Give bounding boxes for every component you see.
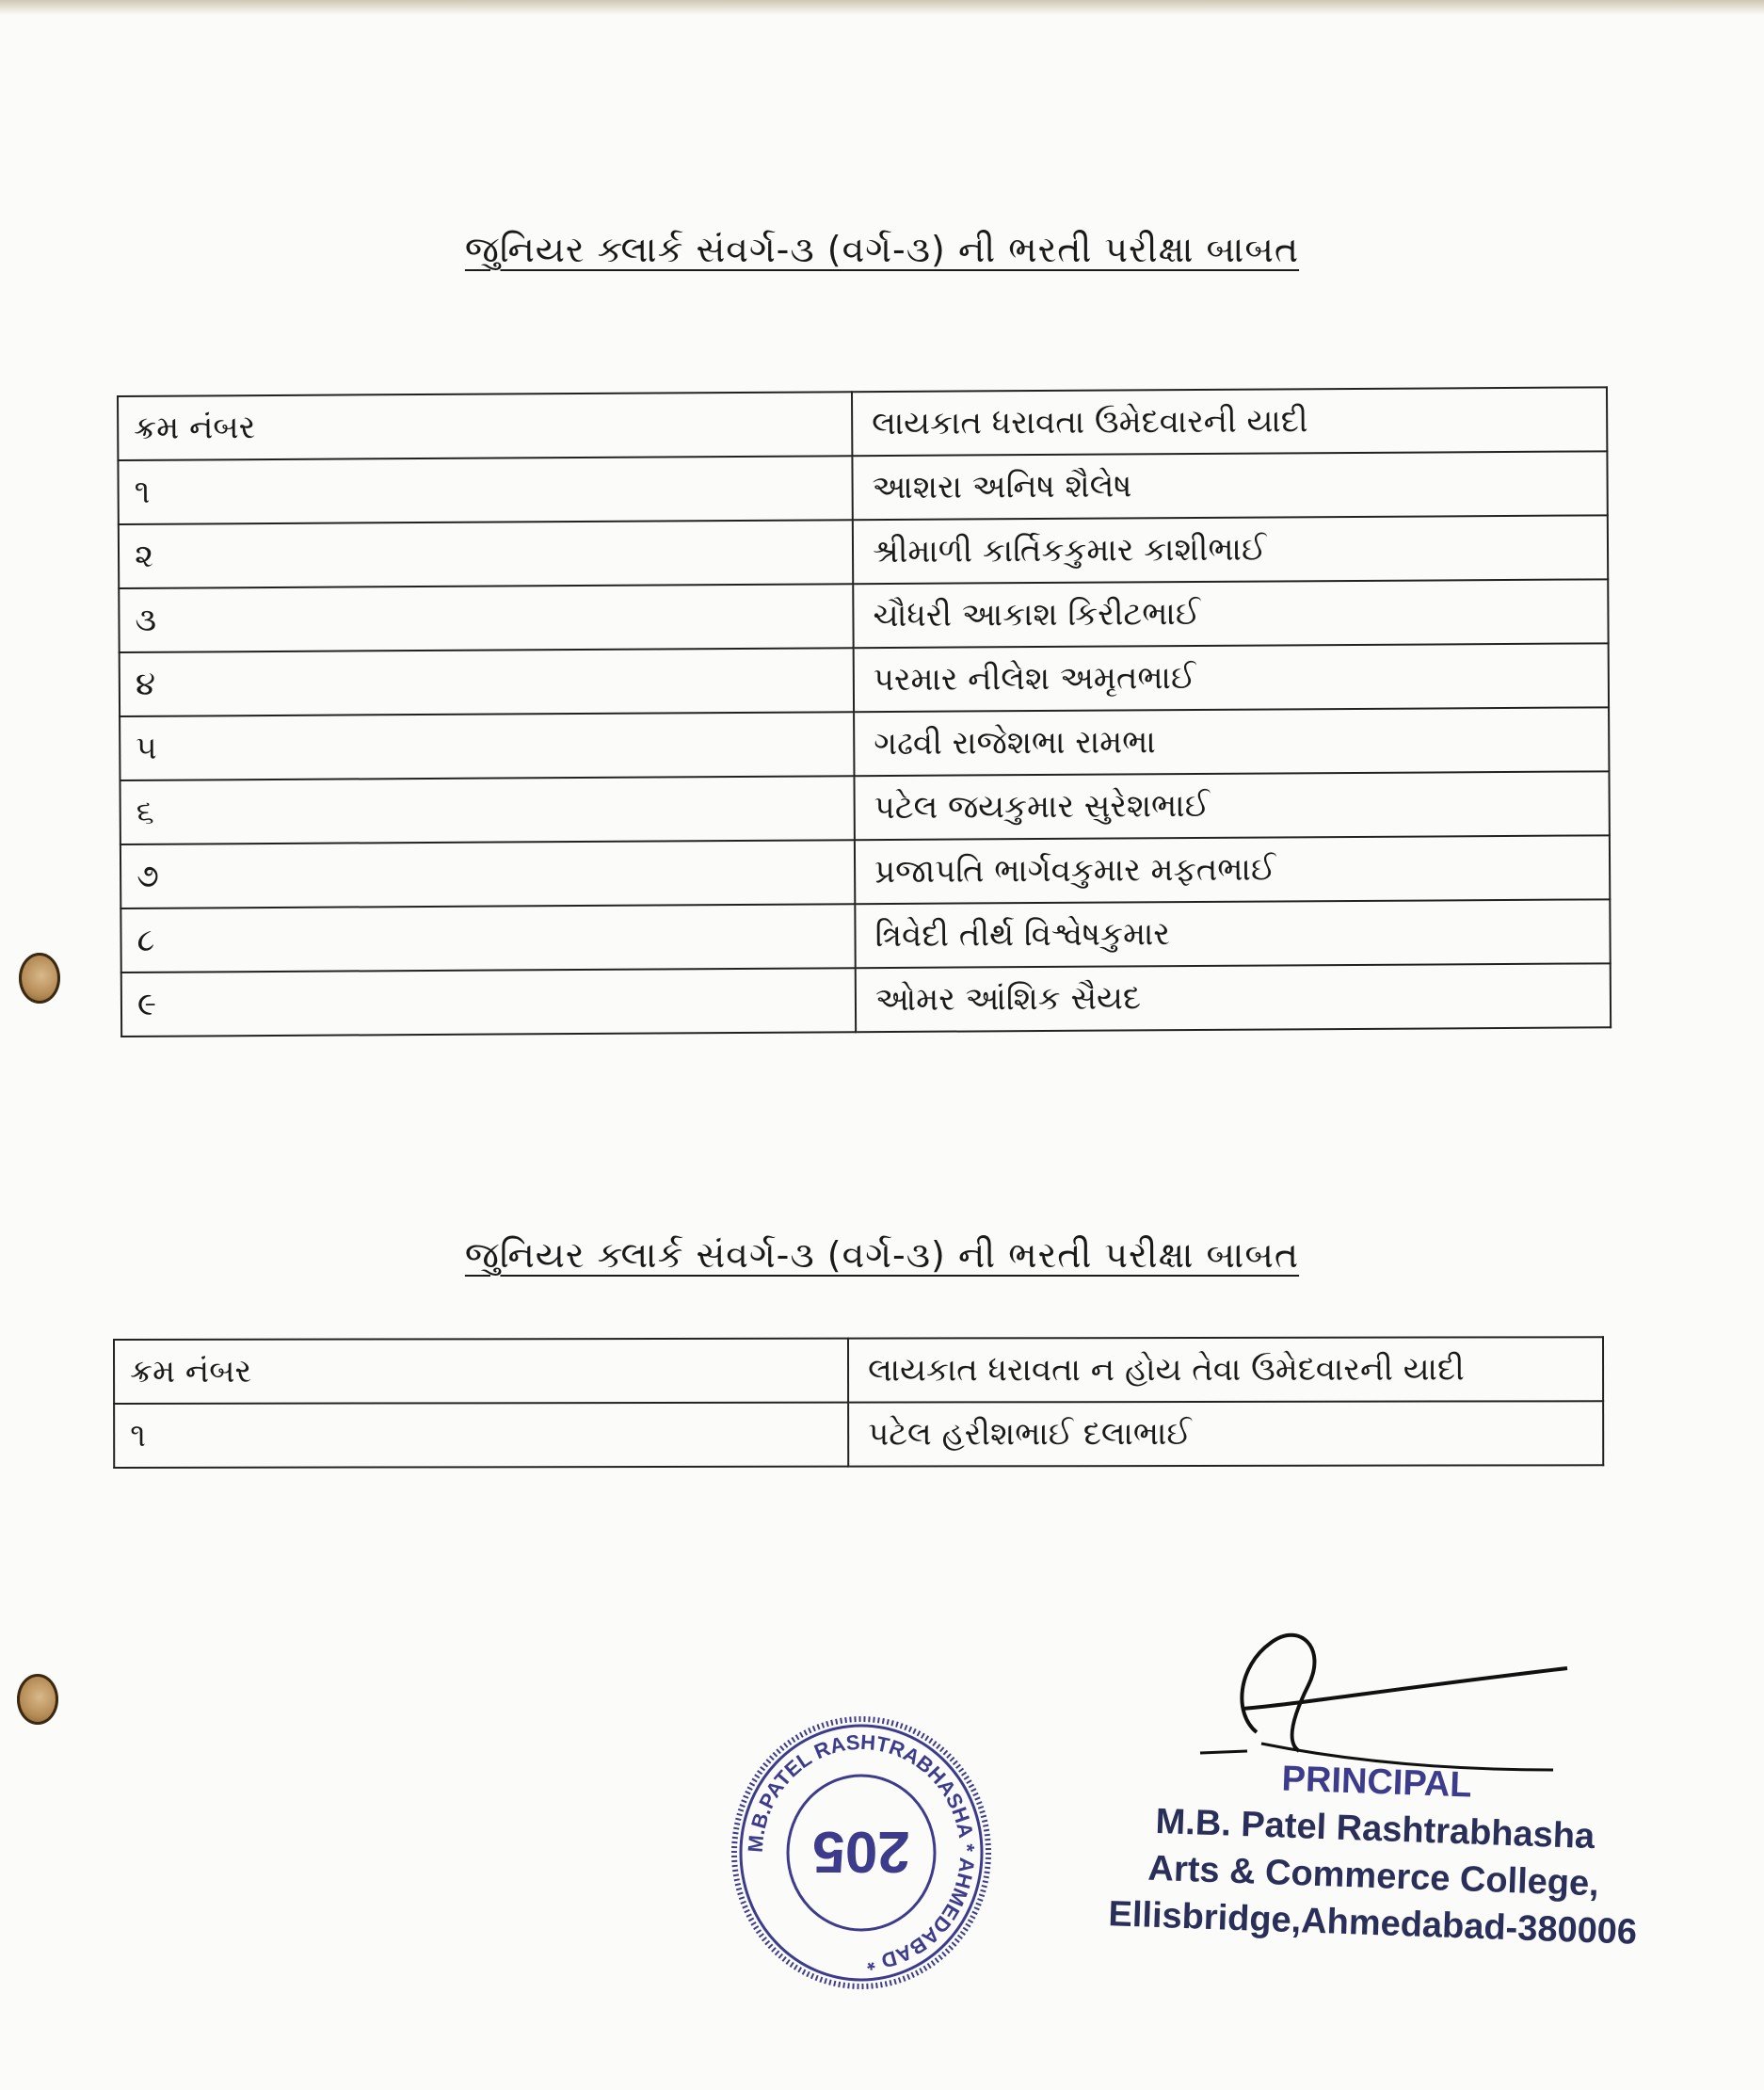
seal-outer-text: M.B.PATEL RASHTRABHASHA * AHMEDABAD *: [743, 1729, 980, 1975]
row-number: ૬: [120, 776, 854, 844]
college-name: M.B. Patel Rashtrabhasha: [1154, 1801, 1596, 1857]
college-seal-stamp: [725, 1712, 998, 1994]
college-address: Ellisbridge,Ahmedabad-380006: [1107, 1894, 1638, 1953]
college-type: Arts & Commerce College,: [1147, 1848, 1600, 1905]
row-candidate-name: શ્રીમાળી કાર્તિકકુમાર કાશીભાઈ: [853, 515, 1608, 584]
table-row: [121, 963, 1611, 1037]
table-row: [120, 643, 1609, 716]
header-serial-number: ક્રમ નંબર: [114, 1339, 848, 1404]
row-candidate-name: ત્રિવેદી તીર્થ વિશ્વેષકુમાર: [855, 899, 1610, 968]
row-number: ૧: [114, 1403, 848, 1468]
table-header-row: [114, 1337, 1603, 1404]
row-number: ૯: [121, 968, 856, 1037]
heading-qualified: [0, 226, 1764, 273]
row-number: ૨: [119, 520, 853, 588]
heading-not-qualified-text: જુનિયર ક્લાર્ક સંવર્ગ-૩ (વર્ગ-૩) ની ભરતી પરીક્ષા બાબત: [464, 1234, 1300, 1276]
table-row: [119, 515, 1608, 588]
punch-hole: [17, 1674, 58, 1725]
heading-qualified-text: જુનિયર ક્લાર્ક સંવર્ગ-૩ (વર્ગ-૩) ની ભરતી પરીક્ષા બાબત: [464, 229, 1300, 270]
qualified-candidates-table: [117, 386, 1612, 1037]
row-number: ૧: [118, 456, 852, 524]
row-candidate-name: પટેલ જયકુમાર સુરેશભાઈ: [854, 771, 1609, 840]
principal-stamp: [1108, 1749, 1642, 1955]
row-number: ૭: [120, 840, 855, 908]
seal-number: 205: [812, 1819, 910, 1884]
row-candidate-name: ચૌધરી આકાશ કિરીટભાઈ: [853, 579, 1608, 648]
table-row: [120, 899, 1610, 973]
heading-not-qualified: [0, 1231, 1764, 1278]
header-serial-number: ક્રમ નંબર: [118, 392, 852, 460]
row-candidate-name: ગઢવી રાજેશભા રામભા: [854, 707, 1609, 776]
row-candidate-name: ઓમર આંશિક સૈયદ: [856, 963, 1611, 1032]
page-top-shadow: [0, 0, 1764, 15]
table-row: [118, 451, 1607, 524]
header-candidate-list: લાયકાત ધરાવતા ન હોય તેવા ઉમેદવારની યાદી: [848, 1337, 1603, 1402]
row-number: ૪: [120, 648, 854, 716]
row-candidate-name: પ્રજાપતિ ભાર્ગવકુમાર મફતભાઈ: [855, 835, 1610, 904]
not-qualified-candidates-table: [113, 1336, 1604, 1469]
table-row: [120, 771, 1609, 844]
table-row: [120, 835, 1610, 908]
header-candidate-list: લાયકાત ધરાવતા ઉમેદવારની યાદી: [852, 387, 1607, 456]
table-row: [114, 1401, 1603, 1468]
row-candidate-name: પટેલ હરીશભાઈ દલાભાઈ: [848, 1401, 1603, 1466]
punch-hole: [19, 953, 60, 1004]
row-candidate-name: આશરા અનિષ શૈલેષ: [852, 451, 1607, 520]
row-number: ૫: [120, 712, 854, 780]
row-candidate-name: પરમાર નીલેશ અમૃતભાઈ: [854, 643, 1609, 712]
principal-title: PRINCIPAL: [1280, 1759, 1473, 1806]
table-header-row: [118, 387, 1607, 460]
row-number: ૩: [119, 584, 853, 652]
table-row: [120, 707, 1609, 780]
table-row: [119, 579, 1608, 652]
row-number: ૮: [120, 904, 855, 973]
